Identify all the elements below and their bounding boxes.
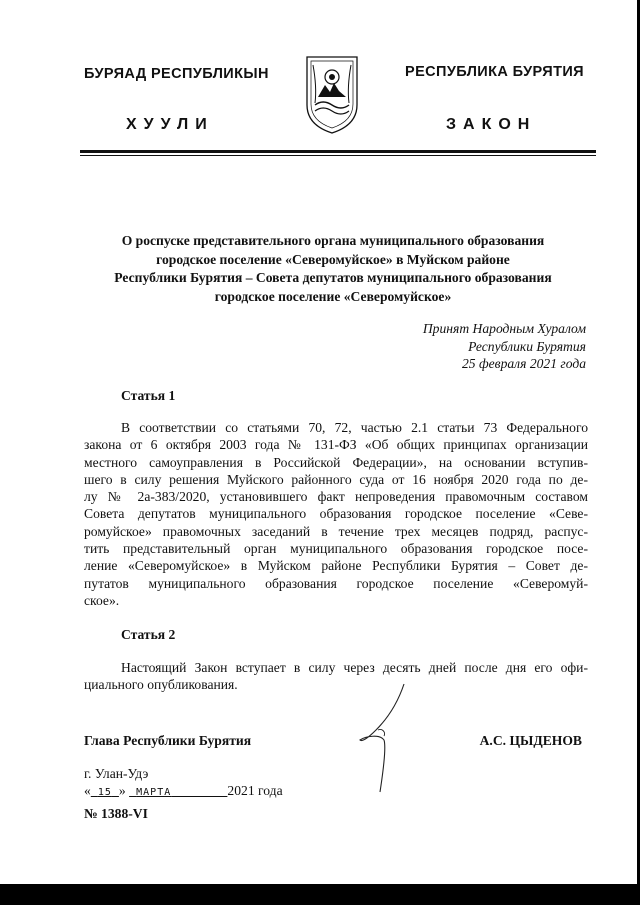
signatory-position: Глава Республики Бурятия	[84, 733, 252, 748]
handwritten-signature-icon	[340, 680, 430, 795]
text-line: местного самоуправления в Российской Федерации», на основании вступив-	[84, 454, 588, 470]
date-year: 2021 года	[227, 783, 283, 798]
header-left-top: БУРЯАД РЕСПУБЛИКЫН	[84, 66, 269, 82]
adoption-line: 25 февраля 2021 года	[462, 356, 586, 371]
place: г. Улан-Удэ	[84, 766, 149, 781]
article-2-heading: Статья 2	[121, 627, 176, 642]
text-line: Настоящий Закон вступает в силу через десять дней после дня его офи-	[121, 660, 588, 675]
text-line: лу № 2а-383/2020, установившего факт непроведения правомочным составом	[84, 489, 588, 505]
text-line: циального опубликования.	[84, 677, 238, 693]
title-line: городское поселение «Северомуйское»	[214, 288, 452, 304]
article-1-heading: Статья 1	[121, 388, 176, 403]
date-month-value: МАРТА	[136, 787, 172, 798]
header-right-top: РЕСПУБЛИКА БУРЯТИЯ	[405, 64, 584, 80]
adoption-note	[423, 320, 586, 373]
article-1-text	[84, 419, 588, 609]
law-title	[70, 232, 596, 306]
title-line: Республики Бурятия – Совета депутатов муниципального образования	[114, 270, 552, 285]
text-line: тить представительный орган муниципального образования городское посе-	[84, 541, 588, 557]
text-line: закона от 6 октября 2003 года № 131-ФЗ «Об общих принципах организации	[84, 437, 588, 453]
text-line: шего в силу решения Муйского районного суда от 16 ноября 2020 года по де-	[84, 471, 588, 487]
text-line: ление «Северомуйское» в Муйском районе Республики Бурятия – Совет де-	[84, 558, 588, 574]
text-line: путатов муниципального образования городское поселение «Северомуй-	[84, 575, 588, 591]
article-2-text	[84, 659, 588, 694]
date-close-quote: »	[118, 783, 126, 798]
header-rule-thin	[80, 155, 596, 156]
header-rule-thick	[80, 150, 596, 153]
signatory-name: А.С. ЦЫДЕНОВ	[479, 733, 582, 748]
scan-edge-bottom	[0, 884, 640, 905]
text-line: ское».	[84, 592, 120, 608]
text-line: В соответствии со статьями 70, 72, частью 2.1 статьи 73 Федерального	[121, 420, 588, 435]
text-line: Совета депутатов муниципального образования городское поселение «Севе-	[84, 506, 588, 522]
buryatia-coat-of-arms-icon	[303, 53, 361, 135]
signing-date	[84, 783, 283, 799]
title-line: О роспуске представительного органа муниципального образования	[121, 233, 545, 248]
law-number: № 1388-VI	[84, 806, 148, 821]
adoption-line: Принят Народным Хуралом	[422, 321, 586, 336]
date-day	[91, 787, 119, 798]
date-day-value: 15	[97, 787, 112, 798]
header-right-bottom: ЗАКОН	[446, 116, 537, 133]
adoption-line: Республики Бурятия	[468, 338, 586, 354]
header-left-bottom: ХУУЛИ	[126, 116, 214, 133]
title-line: городское поселение «Северомуйское» в Муйском районе	[156, 251, 510, 267]
text-line: ромуйское» правомочных заседаний в течение трех месяцев подряд, распус-	[84, 523, 588, 539]
date-open-quote: «	[84, 783, 91, 798]
date-month	[129, 787, 227, 798]
